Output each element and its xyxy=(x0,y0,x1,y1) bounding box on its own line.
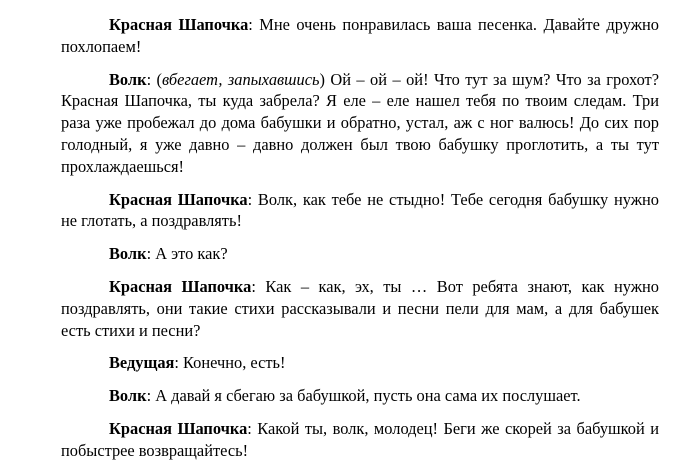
speaker-name: Волк xyxy=(109,386,147,406)
dialogue-text-prefix: : ( xyxy=(146,69,163,89)
dialogue-text: : Как – как, эх, ты … Вот ребята знают, как нужно поздравлять, они такие стихи рассказывали и песни пели для мам, а для бабушек есть стихи и песни? xyxy=(61,276,660,340)
speaker-name: Красная Шапочка xyxy=(109,418,248,438)
dialogue-paragraph-2 xyxy=(61,69,659,178)
dialogue-text: ) Ой – ой – ой! Что тут за шум? Что за грохот? Красная Шапочка, ты куда забрела? Я еле – еле нашел тебя по твоим следам. Три раза уже пробежал до дома бабушки и обратно, устал, аж с ног валюсь! До сих пор голодный, я уже давно – давно должен был твою бабушку проглотить, а ты тут прохлаждаешься! xyxy=(61,69,659,176)
speaker-name: Ведущая xyxy=(109,353,175,373)
dialogue-text: : А давай я сбегаю за бабушкой, пусть она сама их послушает. xyxy=(146,386,581,406)
dialogue-paragraph-6 xyxy=(61,352,659,374)
dialogue-paragraph-7 xyxy=(61,385,659,407)
speaker-name: Красная Шапочка xyxy=(109,276,252,296)
dialogue-text: : Волк, как тебе не стыдно! Тебе сегодня бабушку нужно не глотать, а поздравлять! xyxy=(61,189,659,231)
dialogue-paragraph-1 xyxy=(61,14,659,58)
dialogue-text: : Какой ты, волк, молодец! Беги же скорей за бабушкой и побыстрее возвращайтесь! xyxy=(61,418,659,460)
stage-direction: вбегает, запыхавшись xyxy=(162,69,320,89)
speaker-name: Красная Шапочка xyxy=(109,15,249,34)
document-page xyxy=(61,14,659,473)
speaker-name: Волк xyxy=(109,244,147,264)
dialogue-text: : А это как? xyxy=(146,244,228,264)
dialogue-text: : Мне очень понравилась ваша песенка. Давайте дружно похлопаем! xyxy=(61,15,659,56)
dialogue-paragraph-5 xyxy=(61,276,659,341)
dialogue-paragraph-4 xyxy=(61,243,659,265)
speaker-name: Красная Шапочка xyxy=(109,189,248,209)
dialogue-paragraph-8 xyxy=(61,418,659,462)
dialogue-text: : Конечно, есть! xyxy=(174,353,286,373)
speaker-name: Волк xyxy=(109,69,147,89)
dialogue-paragraph-3 xyxy=(61,189,659,233)
